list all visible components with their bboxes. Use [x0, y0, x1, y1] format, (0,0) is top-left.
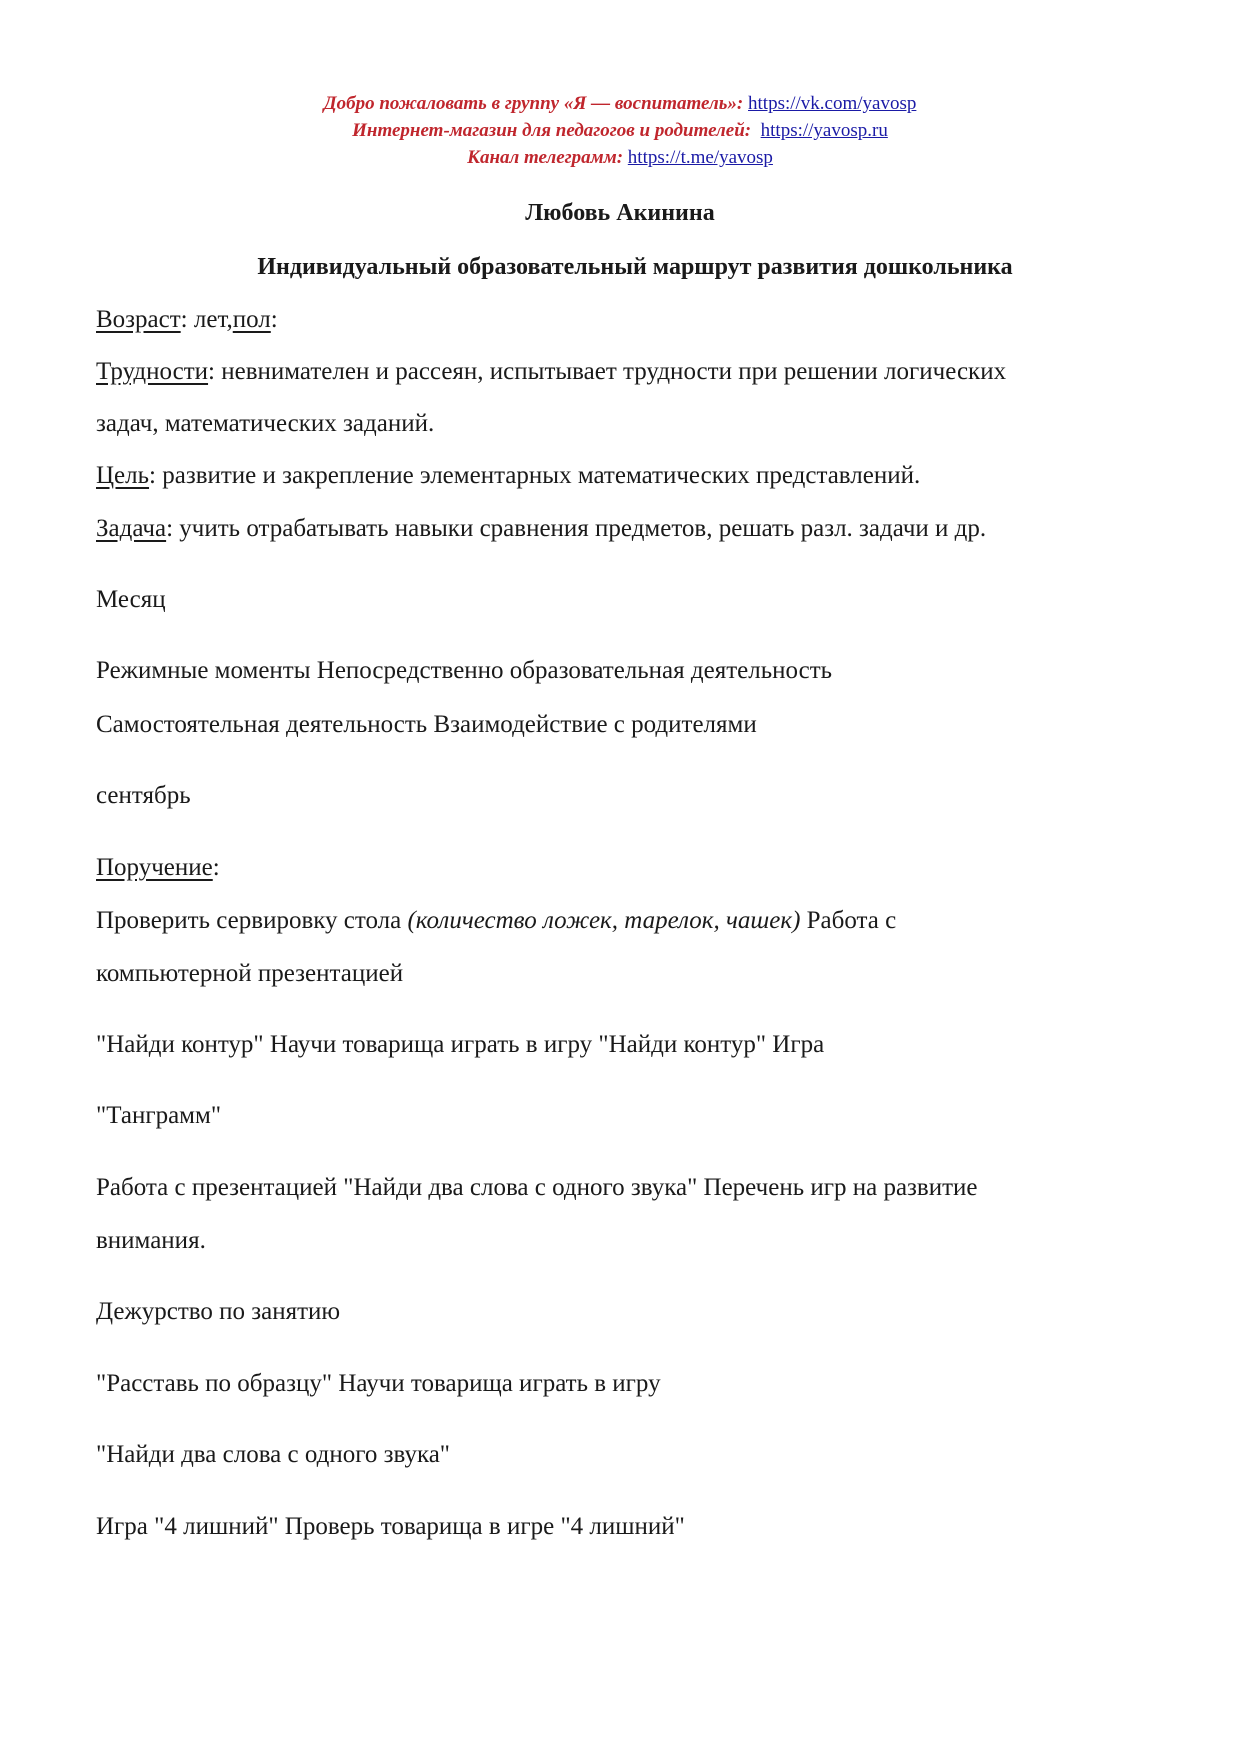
odd-one-out-line: Игра "4 лишний" Проверь товарища в игре "4 лишний" [96, 1513, 685, 1540]
goal-label: Цель [96, 462, 150, 489]
difficulties-line-2: задач, математических заданий. [96, 410, 435, 437]
header-vk-label: Добро пожаловать в группу «Я — воспитатель»: [323, 93, 744, 114]
header-line-shop [0, 117, 1240, 144]
task-text: : учить отрабатывать навыки сравнения предметов, решать разл. задачи и др. [166, 515, 987, 542]
header-telegram-label: Канал телеграмм: [467, 147, 624, 168]
table-setting-line [96, 895, 1176, 947]
goal-text: : развитие и закрепление элементарных математических представлений. [149, 462, 921, 489]
header-line-telegram [0, 144, 1240, 171]
month-heading: Месяц [96, 586, 166, 613]
table-setting-rest: Работа с [800, 907, 897, 934]
assignment-colon: : [212, 854, 220, 881]
columns-line-1: Режимные моменты Непосредственно образовательная деятельность [96, 657, 833, 684]
header-line-vk [0, 90, 1240, 117]
header-banner [0, 90, 1240, 171]
two-words-line-2: внимания. [96, 1227, 206, 1254]
assignment-line [96, 842, 1176, 894]
age-line [96, 294, 1176, 346]
duty-line: Дежурство по занятию [96, 1298, 341, 1325]
assignment-label: Поручение [96, 854, 213, 881]
two-words-game-line: "Найди два слова с одного звука" [96, 1441, 451, 1468]
age-label: Возраст [96, 306, 181, 333]
goal-line [96, 450, 1176, 502]
shop-link[interactable]: https://yavosp.ru [760, 120, 888, 141]
task-line [96, 503, 1176, 555]
difficulties-line-1 [96, 346, 1176, 398]
table-setting-italic: (количество ложек, тарелок, чашек) [407, 907, 801, 934]
task-label: Задача [96, 515, 167, 542]
age-value: : лет, [180, 306, 233, 333]
two-words-line-1: Работа с презентацией "Найди два слова с одного звука" Перечень игр на развитие [96, 1174, 978, 1201]
arrange-line: "Расставь по образцу" Научи товарища играть в игру [96, 1370, 661, 1397]
columns-line-2: Самостоятельная деятельность Взаимодействие с родителями [96, 711, 757, 738]
sex-label: пол [232, 306, 271, 333]
vk-link[interactable]: https://vk.com/yavosp [748, 93, 917, 114]
table-setting-text: Проверить сервировку стола [96, 907, 408, 934]
document-title: Индивидуальный образовательный маршрут развития дошкольника [257, 254, 1013, 280]
sex-value: : [270, 306, 278, 333]
telegram-link[interactable]: https://t.me/yavosp [627, 147, 773, 168]
find-contour-line: "Найди контур" Научи товарища играть в игру "Найди контур" Игра [96, 1031, 825, 1058]
september-label: сентябрь [96, 782, 191, 809]
difficulties-text: : невнимателен и рассеян, испытывает трудности при решении логических [208, 358, 1007, 385]
header-shop-label: Интернет-магазин для педагогов и родителей: [352, 120, 752, 141]
difficulties-label: Трудности [96, 358, 209, 385]
tangram-line: "Танграмм" [96, 1102, 222, 1129]
author-name: Любовь Акинина [525, 200, 715, 226]
presentation-line: компьютерной презентацией [96, 960, 404, 987]
